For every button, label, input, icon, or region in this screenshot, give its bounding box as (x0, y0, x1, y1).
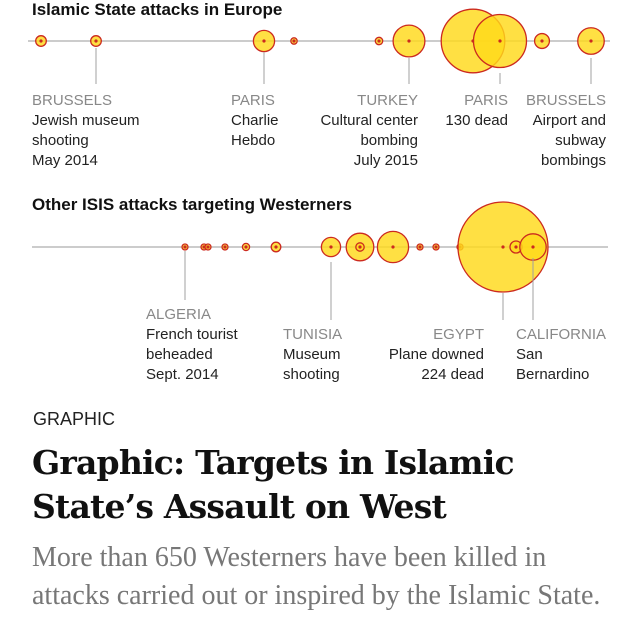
annotation-turkey (320, 58, 418, 169)
annotation-line: Cultural center (320, 112, 418, 129)
annotation-tunisia (283, 262, 342, 383)
annotation-place: TUNISIA (283, 326, 343, 343)
annotation-place: PARIS (231, 92, 275, 109)
annotation-line: bombing (360, 132, 418, 149)
annotation-line: French tourist (146, 326, 238, 343)
bubble-center-dot (589, 39, 592, 42)
bubble-center-dot (377, 39, 380, 42)
bubble-center-dot (94, 39, 97, 42)
annotation-line: Museum (283, 346, 341, 363)
annotation-brussels-airport (526, 58, 607, 169)
annotation-place: TURKEY (357, 92, 418, 109)
bubble-center-dot (183, 245, 186, 248)
chart-title-westerners: Other ISIS attacks targeting Westerners (32, 195, 352, 214)
annotation-brussels-museum (32, 48, 140, 169)
annotation-line: 130 dead (445, 112, 508, 129)
annotation-algeria (146, 251, 239, 383)
annotation-line: May 2014 (32, 152, 98, 169)
chart-title-europe: Islamic State attacks in Europe (32, 0, 283, 19)
bubble-center-dot (39, 39, 42, 42)
bubble-center-dot (540, 39, 543, 42)
bubble-center-dot (501, 245, 504, 248)
annotation-line: bombings (540, 152, 606, 169)
bubble-center-dot (223, 245, 226, 248)
bubble-center-dot (434, 245, 437, 248)
annotation-place: ALGERIA (146, 306, 212, 323)
annotation-place: BRUSSELS (32, 92, 113, 109)
article-summary: More than 650 Westerners have been killed in attacks carried out or inspired by the Islamic State. (32, 542, 601, 611)
bubble-center-dot (206, 245, 209, 248)
annotation-line: July 2015 (353, 152, 418, 169)
annotation-place: PARIS (464, 92, 508, 109)
bubble-center-dot (244, 245, 247, 248)
bubble-center-dot (418, 245, 421, 248)
annotation-line: subway (555, 132, 606, 149)
bubble-center-dot (274, 245, 277, 248)
bubble-center-dot (391, 245, 394, 248)
annotation-line: Sept. 2014 (146, 366, 219, 383)
annotation-line: San (516, 346, 543, 363)
annotation-place: CALIFORNIA (516, 326, 607, 343)
article-kicker: GRAPHIC (33, 409, 116, 429)
bubble-center-dot (531, 245, 534, 248)
annotation-paris-130-dead (445, 73, 508, 129)
bubble-center-dot (329, 245, 332, 248)
bubble-center-dot (407, 39, 410, 42)
annotation-line: Airport and (532, 112, 606, 129)
article-headline-link[interactable]: Graphic: Targets in Islamic State’s Assault on West (32, 443, 514, 526)
annotation-line: shooting (32, 132, 89, 149)
annotation-line: Jewish museum (32, 112, 140, 129)
bubble-center-dot (498, 39, 501, 42)
annotation-line: Bernardino (516, 366, 590, 383)
bubble-center-dot (292, 39, 295, 42)
annotation-line: beheaded (146, 346, 213, 363)
bubble-center-dot (262, 39, 265, 42)
annotation-paris-charlie-hebdo (231, 52, 279, 149)
annotation-line: Plane downed (388, 346, 484, 363)
annotation-line: Hebdo (231, 132, 276, 149)
annotation-egypt (389, 293, 503, 383)
annotation-place: EGYPT (433, 326, 484, 343)
bubble-center-dot (358, 245, 361, 248)
bubble-center-dot (514, 245, 517, 248)
annotation-line: Charlie (231, 112, 279, 129)
annotation-line: shooting (283, 366, 340, 383)
annotation-line: 224 dead (421, 366, 484, 383)
annotation-place: BRUSSELS (525, 92, 606, 109)
